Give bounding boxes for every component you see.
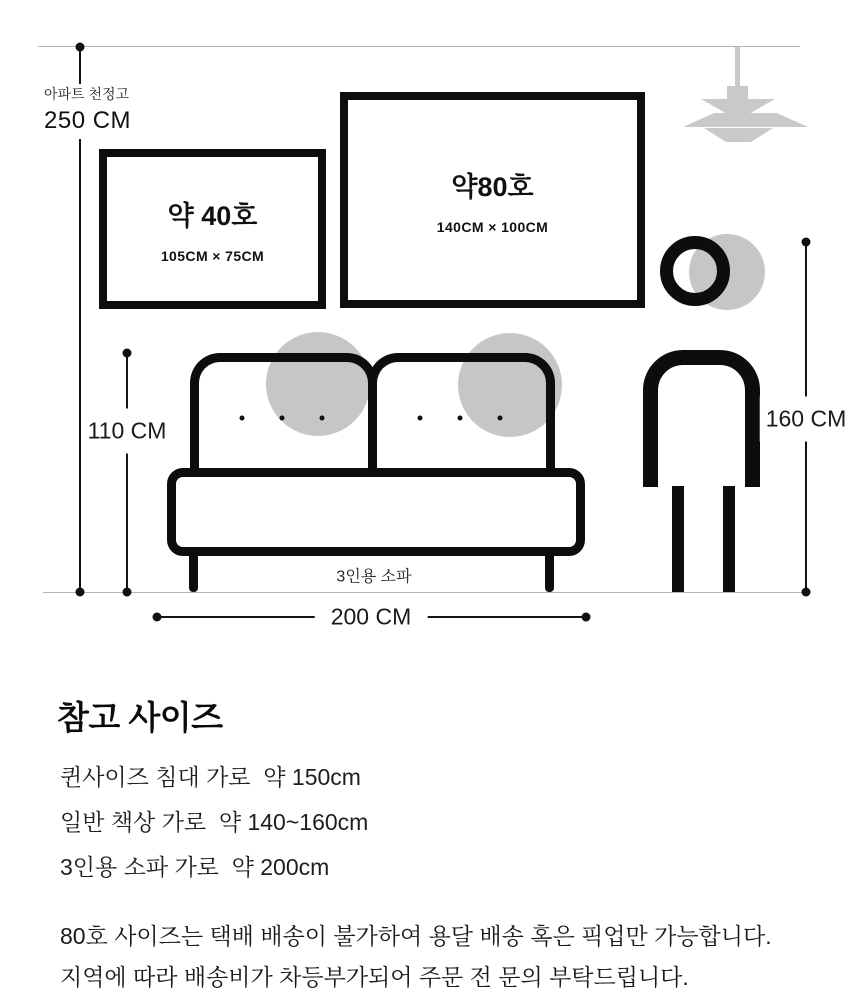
floor-line (43, 592, 806, 593)
ceiling-height-label (44, 84, 139, 139)
person-body (643, 350, 760, 487)
lamp-shade-top (701, 99, 775, 113)
reference-size-list (60, 755, 368, 890)
person-leg-left (672, 486, 684, 592)
cushion-button-dot (240, 416, 245, 421)
sofa-cushion-right (368, 353, 555, 470)
frame-80-size: 140CM × 100CM (436, 219, 549, 235)
lamp-rod (735, 47, 740, 87)
sofa-type-label: 3인용 소파 (328, 564, 419, 587)
cushion-button-dot (320, 416, 325, 421)
sofa-height-value: 110 CM (82, 409, 173, 454)
cushion-button-dot (498, 416, 503, 421)
dimension-endpoint-dot (123, 588, 132, 597)
dimension-line-sofa-height (126, 353, 128, 592)
notice-line-fee: 지역에 따라 배송비가 차등부가되어 주문 전 문의 부탁드립니다. (60, 964, 689, 990)
dimension-endpoint-dot (76, 588, 85, 597)
frame-40-size: 105CM × 75CM (160, 248, 265, 264)
dimension-endpoint-dot (123, 349, 132, 358)
dimension-endpoint-dot (76, 43, 85, 52)
cushion-button-dot (458, 416, 463, 421)
ceiling-label-text: 아파트 천정고 (44, 86, 130, 102)
lamp-shade-middle (683, 113, 808, 127)
lamp-socket (727, 86, 748, 100)
sofa-leg-left (189, 556, 198, 592)
cushion-button-dot (418, 416, 423, 421)
reference-line-sofa: 3인용 소파 가로 약 200cm (60, 854, 330, 880)
ceiling-line (38, 46, 800, 47)
person-height-value: 160 CM (760, 397, 853, 442)
ceiling-height-value: 250 CM (44, 107, 132, 135)
shipping-notice (60, 916, 772, 998)
sofa-seat (167, 468, 585, 556)
frame-80-box (340, 92, 645, 308)
reference-line-bed: 퀸사이즈 침대 가로 약 150cm (60, 764, 361, 790)
lamp-shade-bottom (704, 128, 773, 142)
frame-80-title: 약80호 (451, 172, 534, 202)
sofa-cushion-left (190, 353, 377, 470)
sofa-leg-right (545, 556, 554, 592)
person-leg-right (723, 486, 735, 592)
dimension-endpoint-dot (582, 613, 591, 622)
notice-line-delivery: 80호 사이즈는 택배 배송이 불가하여 용달 배송 혹은 픽업만 가능합니다. (60, 923, 772, 949)
sofa-width-value: 200 CM (315, 602, 428, 633)
dimension-endpoint-dot (802, 588, 811, 597)
dimension-endpoint-dot (153, 613, 162, 622)
frame-40-box (99, 149, 326, 309)
person-head-ring (660, 236, 730, 306)
frame-40-title: 약 40호 (167, 201, 258, 231)
cushion-button-dot (280, 416, 285, 421)
reference-line-desk: 일반 책상 가로 약 140~160cm (60, 809, 369, 835)
dimension-endpoint-dot (802, 238, 811, 247)
section-heading: 참고 사이즈 (57, 699, 223, 736)
